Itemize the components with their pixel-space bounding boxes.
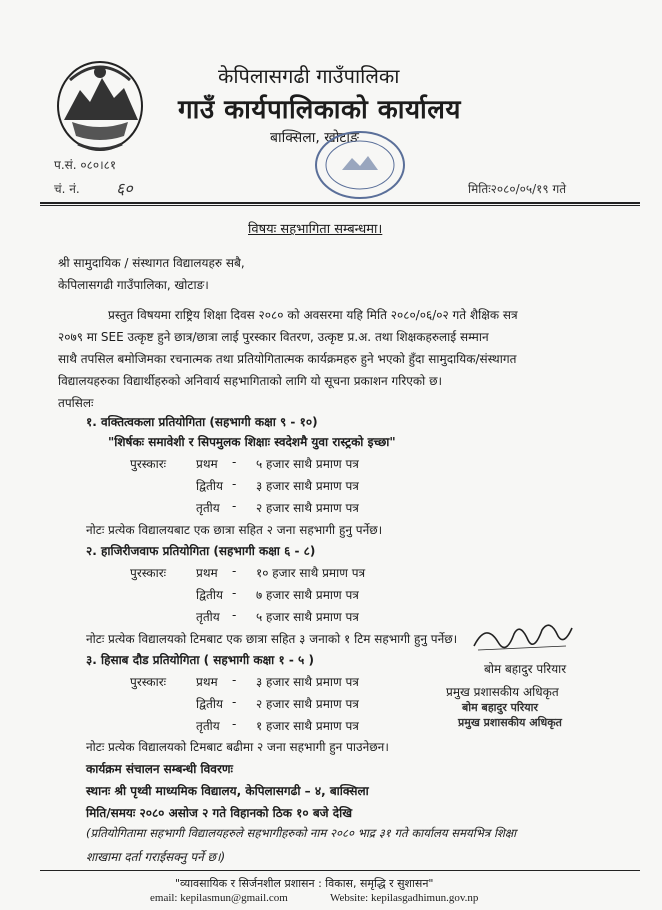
office-stamp-icon: [312, 128, 408, 202]
signatory-title: प्रमुख प्रशासकीय अधिकृत: [446, 685, 559, 699]
stamp-name: बोम बहादुर परियार: [462, 701, 539, 714]
signatory-name: बोम बहादुर परियार: [484, 662, 567, 676]
intro-line-4: विद्यालयहरुका विद्यार्थीहरुको अनिवार्य सहभागिताको लागि यो सूचना प्रकाशन गरिएको छ।: [58, 374, 443, 388]
program-remark-2: शाखामा दर्ता गराईसक्नु पर्ने छ।): [86, 850, 226, 864]
footer-motto: "व्यावसायिक र सिर्जनशील प्रशासन : विकास, समृद्धि र सुशासन": [175, 877, 434, 890]
tapsil-label: तपसिलः: [58, 396, 94, 410]
prize-rank: तृतीय: [196, 610, 220, 624]
header-divider: [40, 202, 640, 204]
program-remark-1: (प्रतियोगितामा सहभागी विद्यालयहरुले सहभागीहरुको नाम २०८० भाद्र ३१ गते कार्यालय समयभित्र शिक्षा: [86, 826, 517, 840]
prize-rank: प्रथम: [196, 675, 218, 689]
prize-desc: ५ हजार साथै प्रमाण पत्र: [256, 457, 359, 471]
prize-desc: ५ हजार साथै प्रमाण पत्र: [256, 610, 359, 624]
prize-desc: ३ हजार साथै प्रमाण पत्र: [256, 675, 359, 689]
recipient-line-2: केपिलासगढी गाउँपालिका, खोटाङ।: [58, 278, 209, 292]
prize-dash: -: [232, 695, 237, 709]
office-location: बाक्सिला, खोटाङ: [270, 130, 359, 146]
prize-dash: -: [232, 499, 237, 513]
prize-dash: -: [232, 586, 237, 600]
prize-rank: द्वितीय: [196, 588, 223, 602]
prize-dash: -: [232, 673, 237, 687]
prize-dash: -: [232, 564, 237, 578]
prize-label: पुरस्कारः: [130, 566, 167, 580]
prize-rank: प्रथम: [196, 566, 218, 580]
program-venue: स्थानः श्री पृथ्वी माध्यमिक विद्यालय, केपिलासगढी – ४, बाक्सिला: [86, 784, 369, 798]
header-divider-thin: [40, 205, 640, 206]
prize-desc: ७ हजार साथै प्रमाण पत्र: [256, 588, 359, 602]
signature-icon: [468, 616, 578, 660]
footer-email: email: kepilasmun@gmail.com: [150, 892, 288, 904]
prize-dash: -: [232, 717, 237, 731]
footer-website: Website: kepilasgadhimun.gov.np: [330, 892, 479, 904]
prize-dash: -: [232, 455, 237, 469]
prize-label: पुरस्कारः: [130, 675, 167, 689]
competition-3-note: नोटः प्रत्येक विद्यालयको टिमबाट बढीमा २ जना सहभागी हुन पाउनेछन।: [86, 740, 389, 754]
prize-dash: -: [232, 608, 237, 622]
competition-1-title: १. वक्तित्वकला प्रतियोगिता (सहभागी कक्षा ९ - १०): [86, 415, 318, 429]
intro-line-2: २०७९ मा SEE उत्कृष्ट हुने छात्र/छात्रा लाई पुरस्कार वितरण, उत्कृष्ट प्र.अ. तथा शिक्षकहरुलाई सम्मान: [58, 330, 489, 344]
org-name: केपिलासगढी गाउँपालिका: [218, 64, 400, 88]
competition-1-theme: "शिर्षकः समावेशी र सिपमुलक शिक्षाः स्वदेशमै युवा रास्ट्रको इच्छा": [108, 435, 396, 449]
subject-line: विषयः सहभागिता सम्बन्धमा।: [248, 222, 383, 237]
prize-desc: १ हजार साथै प्रमाण पत्र: [256, 719, 359, 733]
prize-rank: प्रथम: [196, 457, 218, 471]
stamp-title: प्रमुख प्रशासकीय अधिकृत: [458, 716, 562, 729]
prize-desc: १० हजार साथै प्रमाण पत्र: [256, 566, 366, 580]
program-datetime: मिति/समयः २०८० असोज २ गते विहानको ठिक १० बजे देखि: [86, 806, 353, 820]
prize-rank: तृतीय: [196, 501, 220, 515]
prize-label: पुरस्कारः: [130, 457, 167, 471]
dispatch-label: चं. नं.: [54, 182, 80, 196]
intro-line-3: साथै तपसिल बमोजिमका रचनात्मक तथा प्रतियोगितात्मक कार्यक्रमहरु हुने भएको हुँदा सामुदायिक/संस्थागत: [58, 352, 517, 366]
recipient-line-1: श्री सामुदायिक / संस्थागत विद्यालयहरु सबै,: [58, 256, 245, 270]
reference-number: प.सं. ०८०।८१: [54, 158, 117, 172]
footer-divider: [40, 870, 640, 871]
intro-line-1: प्रस्तुत विषयमा राष्ट्रिय शिक्षा दिवस २०८० को अवसरमा यहि मिति २०८०/०६/०२ गते शैक्षिक सत्र: [108, 308, 518, 322]
competition-2-title: २. हाजिरीजवाफ प्रतियोगिता (सहभागी कक्षा ६ - ८): [86, 544, 316, 558]
letter-date: मितिः२०८०/०५/१९ गते: [468, 182, 567, 196]
competition-3-title: ३. हिसाब दौड प्रतियोगिता ( सहभागी कक्षा १ - ५ ): [86, 653, 314, 667]
office-title: गाउँ कार्यपालिकाको कार्यालय: [178, 95, 461, 125]
prize-rank: द्वितीय: [196, 697, 223, 711]
prize-desc: २ हजार साथै प्रमाण पत्र: [256, 501, 359, 515]
nepal-emblem-icon: [50, 50, 150, 156]
prize-desc: ३ हजार साथै प्रमाण पत्र: [256, 479, 359, 493]
prize-desc: २ हजार साथै प्रमाण पत्र: [256, 697, 359, 711]
prize-rank: द्वितीय: [196, 479, 223, 493]
prize-dash: -: [232, 477, 237, 491]
program-heading: कार्यक्रम संचालन सम्बन्धी विवरणः: [86, 762, 233, 776]
competition-1-note: नोटः प्रत्येक विद्यालयबाट एक छात्रा सहित २ जना सहभागी हुनु पर्नेछ।: [86, 523, 383, 537]
prize-rank: तृतीय: [196, 719, 220, 733]
competition-2-note: नोटः प्रत्येक विद्यालयको टिमबाट एक छात्रा सहित ३ जनाको १ टिम सहभागी हुनु पर्नेछ।: [86, 632, 458, 646]
dispatch-number: ६०: [116, 179, 133, 198]
